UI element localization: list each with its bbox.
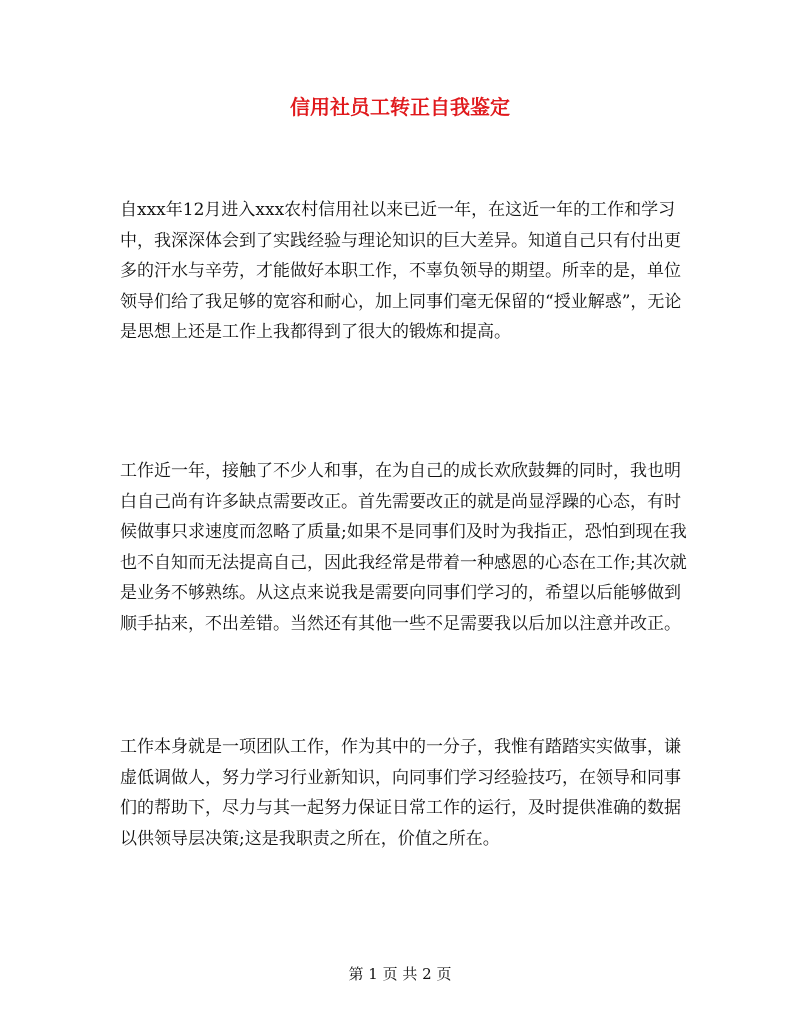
page-number-footer: 第 1 页 共 2 页 <box>348 965 452 983</box>
paragraph-3: 工作本身就是一项团队工作，作为其中的一分子，我惟有踏踏实实做事，谦虚低调做人，努力学习行业新知识，向同事们学习经验技巧，在领导和同事们的帮助下，尽力与其一起努力保证日常工作的运行，及时提供准确的数据以供领导层决策;这是我职责之所在，价值之所在。 <box>120 737 681 849</box>
paragraph-2: 工作近一年，接触了不少人和事，在为自己的成长欢欣鼓舞的同时，我也明白自己尚有许多缺点需要改正。首先需要改正的就是尚显浮躁的心态，有时候做事只求速度而忽略了质量;如果不是同事们及时为我指正，恐怕到现在我也不自知而无法提高自己，因此我经常是带着一种感恩的心态在工作;其次就是业务不够熟练。从这点来说我是需要向同事们学习的，希望以后能够做到顺手拈来，不出差错。当然还有其他一些不足需要我以后加以注意并改正。 <box>120 461 687 634</box>
document-title: 信用社员工转正自我鉴定 <box>290 95 510 119</box>
paragraph-1: 自xxx年12月进入xxx农村信用社以来已近一年，在这近一年的工作和学习中，我深深体会到了实践经验与理论知识的巨大差异。知道自己只有付出更多的汗水与辛劳，才能做好本职工作，不辜负领导的期望。所幸的是，单位领导们给了我足够的宽容和耐心，加上同事们毫无保留的“授业解惑”，无论是思想上还是工作上我都得到了很大的锻炼和提高。 <box>120 200 682 343</box>
